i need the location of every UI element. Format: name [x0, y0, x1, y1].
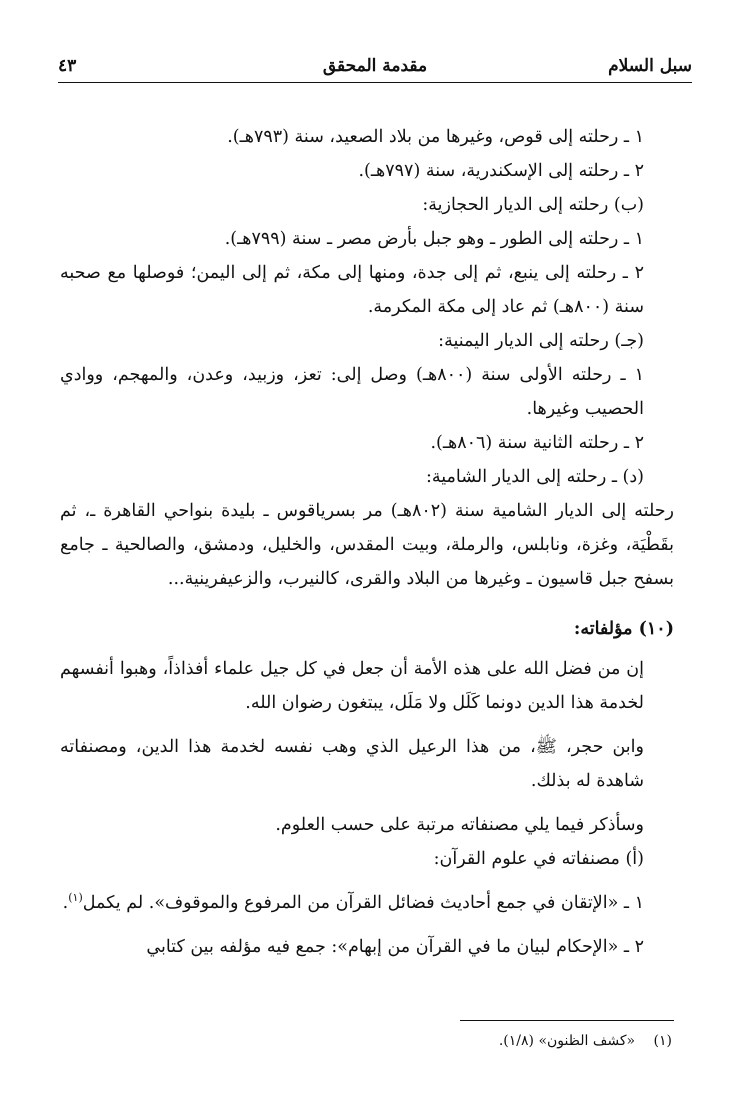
section-title: مقدمة المحقق — [322, 56, 428, 76]
footnote-ref[interactable]: (١) — [68, 891, 83, 905]
main-text — [60, 120, 674, 964]
footnote-text: «كشف الظنون» (١/٨). — [498, 1033, 636, 1049]
trip-item: ١ ـ رحلته إلى الطور ـ وهو جبل بأرض مصر ـ سنة (٧٩٩هـ). — [224, 229, 644, 249]
subsection-heading: (جـ) رحلته إلى الديار اليمنية: — [438, 331, 644, 351]
book-title: سبل السلام — [608, 56, 692, 76]
subsection-heading: (د) ـ رحلته إلى الديار الشامية: — [426, 467, 644, 487]
subsection-heading: (ب) رحلته إلى الديار الحجازية: — [422, 195, 644, 215]
work-text: ١ ـ «الإتقان في جمع أحاديث فضائل القرآن من المرفوع والموقوف». لم يكمل — [82, 893, 644, 913]
trip-item: ١ ـ رحلته إلى قوص، وغيرها من بلاد الصعيد، سنة (٧٩٣هـ). — [227, 127, 644, 147]
work-text-end: . — [62, 893, 69, 913]
footnote-divider — [460, 1020, 674, 1021]
header-divider — [58, 82, 692, 83]
paragraph: إن من فضل الله على هذه الأمة أن جعل في كل جيل علماء أفذاذاً، وهبوا أنفسهم لخدمة هذا الدين دونما كَلَل ولا مَلَل، يبتغون رضوان الله. — [60, 659, 644, 713]
footnote-number: (١) — [653, 1033, 672, 1049]
work-item — [60, 886, 674, 920]
paragraph: وابن حجر، ﷺ، من هذا الرعيل الذي وهب نفسه لخدمة هذا الدين، ومصنفاته شاهدة له بذلك. — [60, 737, 644, 791]
work-item: ٢ ـ «الإحكام لبيان ما في القرآن من إبهام»: جمع فيه مؤلفه بين كتابي — [146, 937, 644, 957]
trip-paragraph: رحلته إلى الديار الشامية سنة (٨٠٢هـ) مر بسرياقوس ـ بليدة بنواحي القاهرة ـ، ثم بقَطْيَة، وغزة، ونابلس، والرملة، وبيت المقدس، والخليل، ودمشق، والصالحية ـ جامع بسفح جبل قاسيون ـ وغيرها من البلاد والقرى، كالنيرب، والزعيفرينية... — [60, 501, 675, 589]
trip-item: ١ ـ رحلته الأولى سنة (٨٠٠هـ) وصل إلى: تعز، وزبيد، وعدن، والمهجم، ووادي الحصيب وغيرها. — [60, 365, 645, 419]
paragraph: وسأذكر فيما يلي مصنفاته مرتبة على حسب العلوم. — [275, 815, 644, 835]
subsection-heading: (أ) مصنفاته في علوم القرآن: — [433, 849, 644, 869]
trip-item: ٢ ـ رحلته إلى ينبع، ثم إلى جدة، ومنها إلى مكة، ثم إلى اليمن؛ فوصلها مع صحبه سنة (٨٠٠هـ) ثم عاد إلى مكة المكرمة. — [60, 263, 644, 317]
trip-item: ٢ ـ رحلته إلى الإسكندرية، سنة (٧٩٧هـ). — [358, 161, 644, 181]
section-heading: (١٠) مؤلفاته: — [573, 619, 674, 639]
footnote — [499, 1030, 672, 1052]
running-header — [58, 52, 692, 80]
page-number: ٤٣ — [58, 56, 77, 76]
trip-item: ٢ ـ رحلته الثانية سنة (٨٠٦هـ). — [430, 433, 644, 453]
